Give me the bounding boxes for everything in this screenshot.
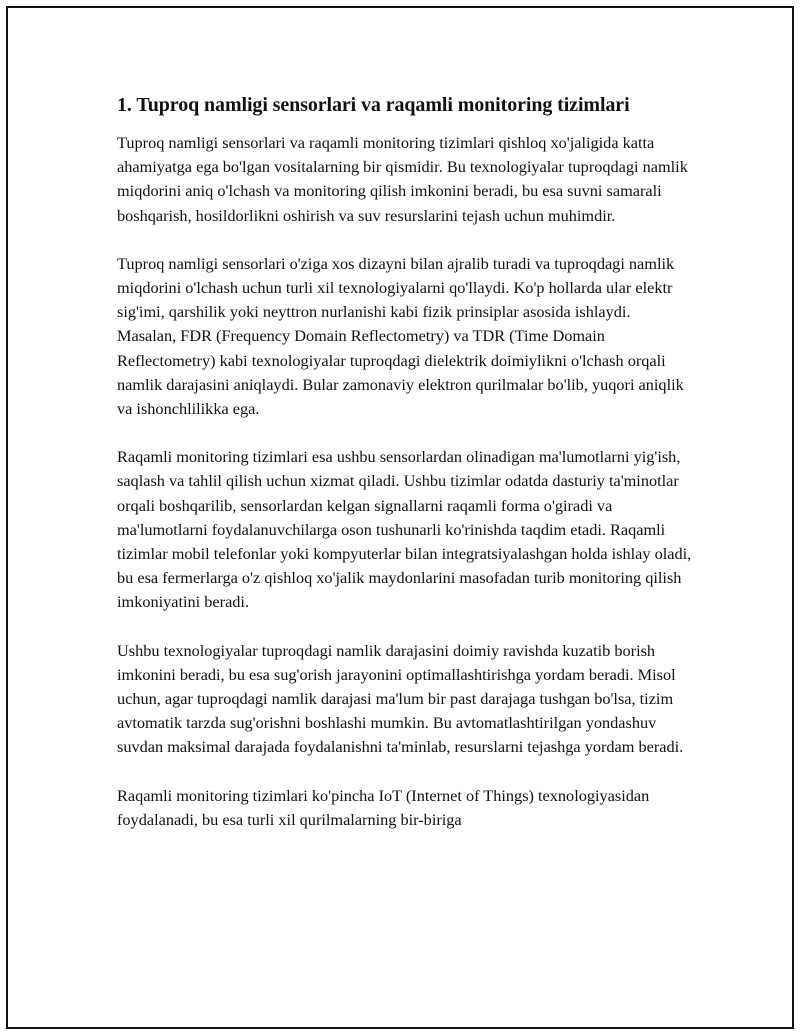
- paragraph-digital-monitoring: Raqamli monitoring tizimlari esa ushbu sensorlardan olinadigan ma'lumotlarni yig'ish, saqlash va tahlil qilish uchun xizmat qiladi. Ushbu tizimlar odatda dasturiy ta'minotlar orqali boshqarilib, sensorlardan kelgan signallarni raqamli forma o'giradi va ma'lumotlarni foydalanuvchilarga oson tushunarli ko'rinishda taqdim etadi. Raqamli tizimlar mobil telefonlar yoki kompyuterlar bilan integratsiyalashgan holda ishlay oladi, bu esa fermerlarga o'z qishloq xo'jalik maydonlarini masofadan turib monitoring qilish imkoniyatini beradi.: [117, 447, 692, 612]
- paragraph-iot: Raqamli monitoring tizimlari ko'pincha IoT (Internet of Things) texnologiyasidan foydalanadi, bu esa turli xil qurilmalarning bir-biriga: [117, 785, 650, 829]
- section-heading: 1. Tuproq namligi sensorlari va raqamli monitoring tizimlari: [117, 94, 630, 116]
- paragraph-intro: Tuproq namligi sensorlari va raqamli monitoring tizimlari qishloq xo'jaligida katta ahamiyatga ega bo'lgan vositalarning bir qismidir. Bu texnologiyalar tuproqdagi namlik miqdorini aniq o'lchash va monitoring qilish imkonini beradi, bu esa suvni samarali boshqarish, hosildorlikni oshirish va suv resurslarini tejash uchun muhimdir.: [117, 133, 688, 225]
- paragraph-irrigation: Ushbu texnologiyalar tuproqdagi namlik darajasini doimiy ravishda kuzatib borish imkonini beradi, bu esa sug'orish jarayonini optimallashtirishga yordam beradi. Misol uchun, agar tuproqdagi namlik darajasi ma'lum bir past darajaga tushgan bo'lsa, tizim avtomatik tarzda sug'orishni boshlashi mumkin. Bu avtomatlashtirilgan yondashuv suvdan maksimal darajada foydalanishni ta'minlab, resurslarni tejashga yordam beradi.: [117, 640, 684, 757]
- document-body: [117, 92, 692, 856]
- paragraph-sensors: Tuproq namligi sensorlari o'ziga xos dizayni bilan ajralib turadi va tuproqdagi namlik miqdorini o'lchash uchun turli xil texnologiyalarni qo'llaydi. Ko'p hollarda ular elektr sig'imi, qarshilik yoki neyttron nurlanishi kabi fizik prinsiplar asosida ishlaydi. Masalan, FDR (Frequency Domain Reflectometry) va TDR (Time Domain Reflectometry) kabi texnologiyalar tuproqdagi dielektrik doimiylikni o'lchash orqali namlik darajasini aniqlaydi. Bular zamonaviy elektron qurilmalar bo'lib, yuqori aniqlik va ishonchlilikka ega.: [117, 253, 684, 419]
